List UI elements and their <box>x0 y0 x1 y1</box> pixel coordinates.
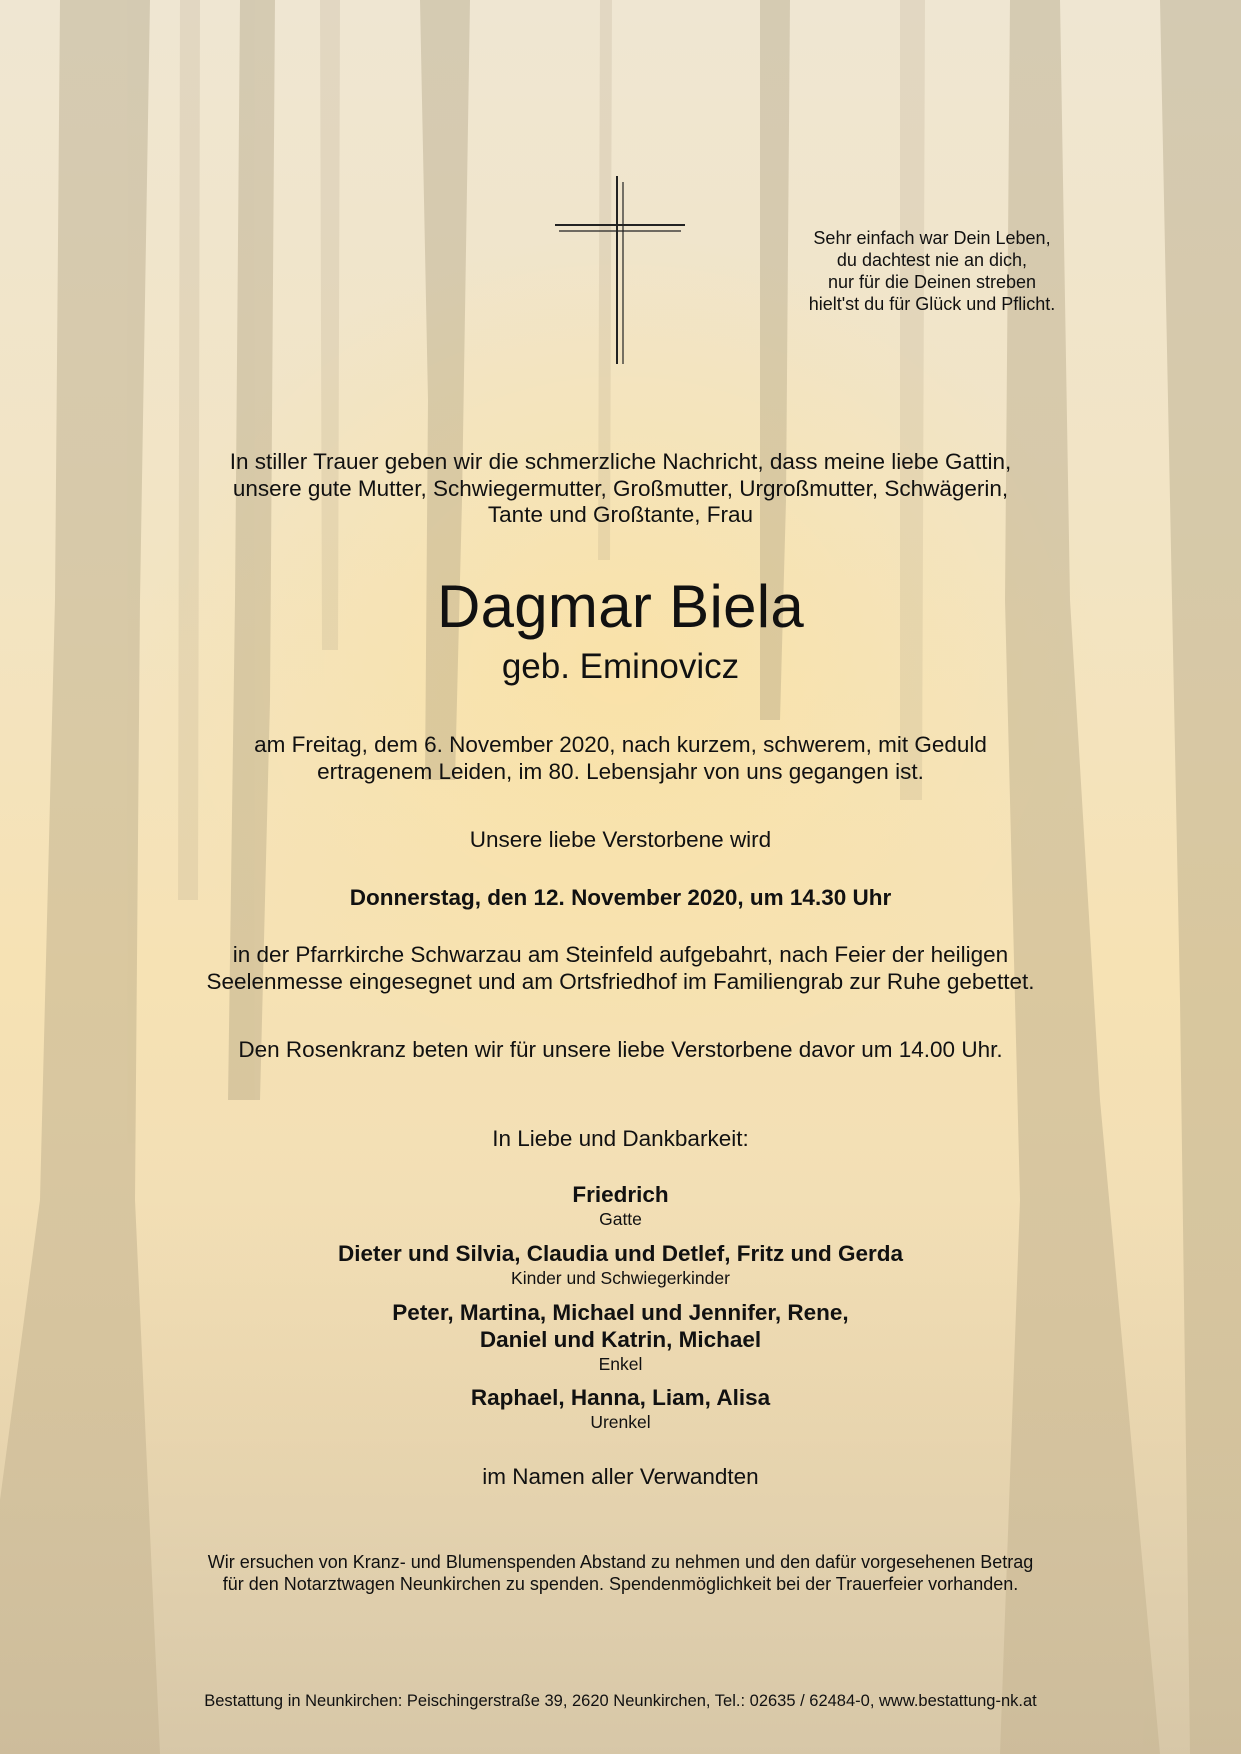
funeral-details: in der Pfarrkirche Schwarzau am Steinfeld aufgebahrt, nach Feier der heiligen Seelenmesse eingesegnet und am Ortsfriedhof im Familiengrab zur Ruhe gebettet. <box>206 942 1035 994</box>
death-notice: am Freitag, dem 6. November 2020, nach kurzem, schwerem, mit Geduld ertragenem Leiden, im 80. Lebensjahr von uns gegangen ist. <box>254 732 987 784</box>
donation-request: Wir ersuchen von Kranz- und Blumenspenden Abstand zu nehmen und den dafür vorgesehenen Betrag für den Notarztwagen Neunkirchen zu spenden. Spendenmöglichkeit bei der Trauerfeier vorhanden. <box>207 1552 1034 1594</box>
family-names: Friedrich <box>572 1182 669 1207</box>
rosary-note: Den Rosenkranz beten wir für unsere liebe Verstorbene davor um 14.00 Uhr. <box>238 1037 1003 1062</box>
funeral-home-footer: Bestattung in Neunkirchen: Peischingerstraße 39, 2620 Neunkirchen, Tel.: 02635 / 62484-0, www.bestattung-nk.at <box>204 1692 1037 1710</box>
family-relation: Gatte <box>599 1209 642 1229</box>
family-relation: Urenkel <box>590 1412 651 1432</box>
family-names: Dieter und Silvia, Claudia und Detlef, Fritz und Gerda <box>337 1241 904 1266</box>
family-group <box>0 1384 1241 1433</box>
family-group <box>0 1299 1241 1375</box>
maiden-name: geb. Eminovicz <box>501 647 740 686</box>
closing-intro: In Liebe und Dankbarkeit: <box>492 1126 749 1151</box>
family-names: Peter, Martina, Michael und Jennifer, Rene, Daniel und Katrin, Michael <box>392 1300 849 1352</box>
deceased-name: Dagmar Biela <box>436 573 805 640</box>
family-names: Raphael, Hanna, Liam, Alisa <box>470 1385 771 1410</box>
family-group <box>0 1240 1241 1289</box>
funeral-date: Donnerstag, den 12. November 2020, um 14.30 Uhr <box>349 885 892 910</box>
family-relation: Enkel <box>598 1354 643 1374</box>
poem-verse: Sehr einfach war Dein Leben, du dachtest nie an dich, nur für die Deinen streben hielt'st du für Glück und Pflicht. <box>808 228 1056 314</box>
intro-text: In stiller Trauer geben wir die schmerzliche Nachricht, dass meine liebe Gattin, unsere gute Mutter, Schwiegermutter, Großmutter, Urgroßmutter, Schwägerin, Tante und Großtante, Frau <box>229 449 1012 527</box>
family-group <box>0 1181 1241 1230</box>
cross-icon <box>555 176 685 366</box>
family-relation: Kinder und Schwiegerkinder <box>511 1268 730 1288</box>
relatives-note: im Namen aller Verwandten <box>482 1464 759 1489</box>
funeral-intro: Unsere liebe Verstorbene wird <box>469 827 772 852</box>
